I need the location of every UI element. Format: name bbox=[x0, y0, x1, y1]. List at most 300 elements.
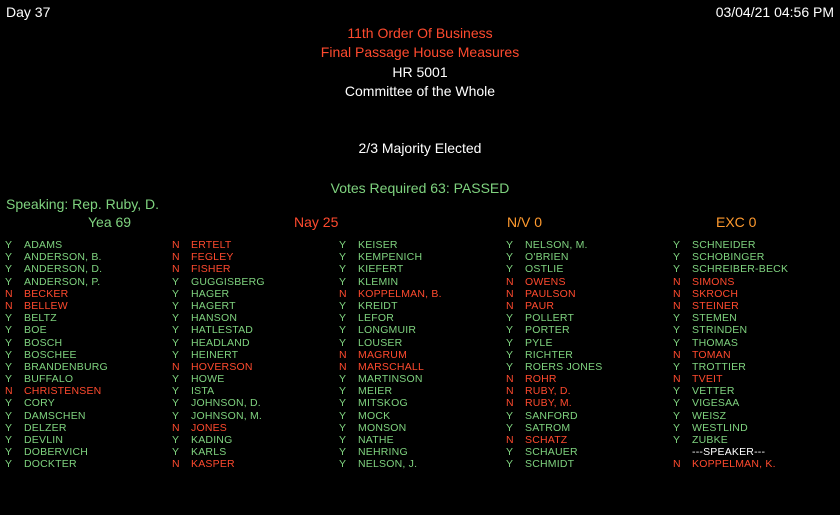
roll-call-row bbox=[339, 446, 442, 458]
roll-column-5 bbox=[673, 239, 788, 471]
roll-column-1 bbox=[5, 239, 108, 471]
member-name: KREIDT bbox=[358, 299, 398, 312]
vote-mark: N bbox=[339, 360, 347, 373]
roll-call-row bbox=[673, 276, 788, 288]
member-name: RUBY, D. bbox=[525, 385, 571, 398]
member-name: SCHMIDT bbox=[525, 458, 575, 471]
vote-mark: Y bbox=[172, 287, 180, 300]
member-name: KEISER bbox=[358, 239, 398, 251]
roll-call-row bbox=[5, 312, 108, 324]
roll-call-row bbox=[506, 410, 602, 422]
roll-call-row bbox=[5, 288, 108, 300]
roll-call-row bbox=[506, 239, 602, 251]
vote-mark: Y bbox=[5, 434, 13, 446]
vote-mark: N bbox=[506, 385, 514, 398]
member-name: SANFORD bbox=[525, 409, 578, 422]
votes-required bbox=[0, 180, 840, 196]
roll-call-row bbox=[5, 349, 108, 361]
vote-mark: Y bbox=[673, 324, 681, 337]
majority-type: 2/3 Majority Elected bbox=[358, 140, 482, 156]
member-name: TROTTIER bbox=[692, 360, 747, 373]
vote-mark: Y bbox=[172, 348, 180, 361]
vote-mark: Y bbox=[506, 348, 514, 361]
member-name: DOBERVICH bbox=[24, 446, 89, 459]
vote-mark: Y bbox=[506, 360, 514, 373]
roll-call-row bbox=[5, 385, 108, 397]
member-name: ROHR bbox=[525, 373, 557, 386]
member-name: BECKER bbox=[24, 287, 69, 300]
roll-call-row bbox=[339, 312, 442, 324]
roll-call-row bbox=[506, 434, 602, 446]
member-name: ANDERSON, P. bbox=[24, 275, 101, 288]
member-name: GUGGISBERG bbox=[191, 275, 265, 288]
roll-call-row bbox=[339, 239, 442, 251]
vote-mark: Y bbox=[673, 409, 681, 422]
member-name: BUFFALO bbox=[24, 373, 74, 386]
vote-mark: Y bbox=[339, 324, 347, 337]
roll-call-row bbox=[506, 385, 602, 397]
member-name: KASPER bbox=[191, 458, 235, 471]
vote-mark: N bbox=[506, 397, 514, 410]
vote-mark: N bbox=[506, 434, 514, 446]
vote-mark: Y bbox=[5, 263, 13, 276]
roll-call-row bbox=[339, 288, 442, 300]
member-name: MEIER bbox=[358, 385, 393, 398]
roll-call-row bbox=[673, 361, 788, 373]
vote-mark: Y bbox=[673, 263, 681, 276]
member-name: MONSON bbox=[358, 421, 407, 434]
vote-mark: N bbox=[172, 458, 180, 471]
vote-mark: Y bbox=[339, 397, 347, 410]
vote-mark: Y bbox=[339, 239, 347, 251]
vote-mark: N bbox=[673, 458, 681, 471]
member-name: PYLE bbox=[525, 336, 553, 349]
order-of-business: 11th Order Of Business bbox=[347, 25, 493, 41]
member-name: JOHNSON, D. bbox=[191, 397, 261, 410]
vote-mark: Y bbox=[5, 348, 13, 361]
vote-mark: Y bbox=[172, 446, 180, 459]
member-name: VETTER bbox=[692, 385, 735, 398]
member-name: PAUR bbox=[525, 299, 555, 312]
roll-call-row bbox=[172, 337, 265, 349]
roll-call-row bbox=[673, 422, 788, 434]
roll-call-row bbox=[172, 263, 265, 275]
member-name: KOPPELMAN, K. bbox=[692, 458, 776, 471]
roll-call-row bbox=[172, 397, 265, 409]
roll-call-row bbox=[5, 458, 108, 470]
vote-mark: N bbox=[339, 348, 347, 361]
roll-call-row bbox=[673, 312, 788, 324]
member-name: WESTLIND bbox=[692, 421, 748, 434]
member-name: ISTA bbox=[191, 385, 215, 398]
member-name: SCHAUER bbox=[525, 446, 578, 459]
member-name: SCHOBINGER bbox=[692, 251, 765, 264]
roll-call-row bbox=[673, 337, 788, 349]
roll-call-row bbox=[506, 458, 602, 470]
vote-mark: Y bbox=[172, 434, 180, 446]
roll-column-3 bbox=[339, 239, 442, 471]
roll-call-row bbox=[172, 276, 265, 288]
member-name: BELTZ bbox=[24, 312, 57, 325]
member-name: MOCK bbox=[358, 409, 391, 422]
vote-mark: Y bbox=[172, 385, 180, 398]
member-name: JONES bbox=[191, 421, 228, 434]
roll-call-row bbox=[5, 434, 108, 446]
member-name: O'BRIEN bbox=[525, 251, 569, 264]
vote-mark: Y bbox=[5, 360, 13, 373]
vote-mark: Y bbox=[339, 251, 347, 264]
roll-call-row bbox=[506, 349, 602, 361]
member-name: HOWE bbox=[191, 373, 225, 386]
member-name: RUBY, M. bbox=[525, 397, 572, 410]
roll-call-row bbox=[506, 300, 602, 312]
member-name: ZUBKE bbox=[692, 434, 729, 446]
member-name: NATHE bbox=[358, 434, 394, 446]
roll-call-row bbox=[172, 410, 265, 422]
vote-mark: Y bbox=[5, 397, 13, 410]
roll-call-row bbox=[506, 288, 602, 300]
member-name: BELLEW bbox=[24, 299, 68, 312]
roll-call-row bbox=[339, 422, 442, 434]
roll-call-row bbox=[673, 385, 788, 397]
roll-call-row bbox=[506, 446, 602, 458]
member-name: LOUSER bbox=[358, 336, 403, 349]
roll-call-row bbox=[5, 239, 108, 251]
vote-mark: N bbox=[339, 287, 347, 300]
roll-call-row bbox=[172, 300, 265, 312]
vote-mark: Y bbox=[673, 421, 681, 434]
member-name: SATROM bbox=[525, 421, 571, 434]
member-name: STEINER bbox=[692, 299, 739, 312]
vote-mark: Y bbox=[339, 312, 347, 325]
vote-mark: Y bbox=[673, 251, 681, 264]
member-name: DELZER bbox=[24, 421, 67, 434]
roll-call-row bbox=[5, 397, 108, 409]
roll-call-row bbox=[172, 434, 265, 446]
roll-call-row bbox=[339, 361, 442, 373]
excused-total: EXC 0 bbox=[716, 214, 757, 230]
vote-mark: N bbox=[172, 251, 180, 264]
member-name: MARTINSON bbox=[358, 373, 423, 386]
roll-call-row bbox=[339, 434, 442, 446]
member-name: VIGESAA bbox=[692, 397, 740, 410]
member-name: FISHER bbox=[191, 263, 231, 276]
roll-call-row bbox=[339, 300, 442, 312]
vote-mark: Y bbox=[339, 421, 347, 434]
yea-total: Yea 69 bbox=[88, 214, 132, 230]
roll-call-row bbox=[673, 251, 788, 263]
vote-mark: Y bbox=[172, 409, 180, 422]
roll-call-row bbox=[172, 288, 265, 300]
vote-mark: N bbox=[673, 275, 681, 288]
roll-column-4 bbox=[506, 239, 602, 471]
roll-call-row bbox=[339, 337, 442, 349]
vote-mark: Y bbox=[673, 239, 681, 251]
roll-call-row bbox=[172, 446, 265, 458]
member-name: KADING bbox=[191, 434, 233, 446]
roll-call-row bbox=[673, 397, 788, 409]
roll-call-row bbox=[339, 324, 442, 336]
vote-mark: Y bbox=[339, 409, 347, 422]
roll-call-row bbox=[673, 263, 788, 275]
roll-call-row bbox=[5, 337, 108, 349]
member-name: TVEIT bbox=[692, 373, 723, 386]
roll-call-row bbox=[172, 312, 265, 324]
vote-mark: Y bbox=[673, 434, 681, 446]
vote-mark: Y bbox=[339, 385, 347, 398]
roll-call-row bbox=[506, 337, 602, 349]
member-name: SCHATZ bbox=[525, 434, 568, 446]
vote-mark: N bbox=[506, 373, 514, 386]
vote-mark: Y bbox=[673, 360, 681, 373]
member-name: KARLS bbox=[191, 446, 227, 459]
member-name: DEVLIN bbox=[24, 434, 64, 446]
vote-mark: Y bbox=[5, 458, 13, 471]
member-name: STRINDEN bbox=[692, 324, 748, 337]
vote-mark: N bbox=[172, 239, 180, 251]
vote-mark: Y bbox=[172, 275, 180, 288]
member-name: ROERS JONES bbox=[525, 360, 603, 373]
roll-call-row bbox=[339, 385, 442, 397]
member-name: HOVERSON bbox=[191, 360, 253, 373]
roll-call-row bbox=[339, 458, 442, 470]
member-name: KEMPENICH bbox=[358, 251, 423, 264]
member-name: JOHNSON, M. bbox=[191, 409, 263, 422]
member-name: KIEFERT bbox=[358, 263, 404, 276]
not-voting-total: N/V 0 bbox=[507, 214, 543, 230]
timestamp: 03/04/21 04:56 PM bbox=[715, 4, 834, 20]
vote-mark: Y bbox=[339, 446, 347, 459]
member-name: STEMEN bbox=[692, 312, 737, 325]
vote-mark: Y bbox=[339, 275, 347, 288]
vote-mark: N bbox=[673, 348, 681, 361]
vote-mark: N bbox=[673, 373, 681, 386]
roll-call-row bbox=[172, 385, 265, 397]
roll-call-row bbox=[172, 349, 265, 361]
vote-mark: Y bbox=[172, 336, 180, 349]
member-name: NEHRING bbox=[358, 446, 408, 459]
roll-call-row bbox=[5, 422, 108, 434]
member-name: ERTELT bbox=[191, 239, 232, 251]
roll-call-row bbox=[506, 276, 602, 288]
member-name: POLLERT bbox=[525, 312, 575, 325]
member-name: TOMAN bbox=[692, 348, 731, 361]
roll-call-row bbox=[506, 373, 602, 385]
roll-call-row bbox=[172, 324, 265, 336]
vote-mark: Y bbox=[506, 458, 514, 471]
roll-call-row bbox=[673, 434, 788, 446]
vote-mark: N bbox=[5, 385, 13, 398]
roll-call-row bbox=[673, 288, 788, 300]
vote-mark: Y bbox=[5, 275, 13, 288]
vote-mark: Y bbox=[5, 421, 13, 434]
roll-call-row bbox=[506, 263, 602, 275]
member-name: THOMAS bbox=[692, 336, 739, 349]
vote-mark: N bbox=[506, 299, 514, 312]
member-name: CORY bbox=[24, 397, 55, 410]
member-name: ANDERSON, D. bbox=[24, 263, 103, 276]
roll-call-row bbox=[5, 324, 108, 336]
vote-mark: Y bbox=[5, 324, 13, 337]
vote-mark: Y bbox=[673, 385, 681, 398]
vote-mark: Y bbox=[5, 336, 13, 349]
member-name: PORTER bbox=[525, 324, 570, 337]
roll-call-row bbox=[506, 324, 602, 336]
member-name: DOCKTER bbox=[24, 458, 77, 471]
measure-type: Final Passage House Measures bbox=[320, 44, 520, 60]
roll-call-row bbox=[673, 300, 788, 312]
vote-mark: N bbox=[506, 275, 514, 288]
roll-call-row bbox=[673, 410, 788, 422]
vote-mark: Y bbox=[506, 251, 514, 264]
member-name: WEISZ bbox=[692, 409, 727, 422]
roll-call-row bbox=[5, 373, 108, 385]
member-name: HAGER bbox=[191, 287, 230, 300]
member-name: MITSKOG bbox=[358, 397, 408, 410]
member-name: OSTLIE bbox=[525, 263, 564, 276]
roll-column-2 bbox=[172, 239, 265, 471]
vote-mark: Y bbox=[339, 458, 347, 471]
vote-mark: Y bbox=[506, 324, 514, 337]
vote-mark: Y bbox=[5, 239, 13, 251]
roll-call-row bbox=[673, 458, 788, 470]
roll-call-row bbox=[172, 239, 265, 251]
member-name: BOSCH bbox=[24, 336, 63, 349]
vote-mark: Y bbox=[5, 373, 13, 386]
roll-call-row bbox=[339, 276, 442, 288]
vote-mark: Y bbox=[506, 312, 514, 325]
vote-mark: Y bbox=[5, 251, 13, 264]
roll-call-row bbox=[339, 373, 442, 385]
vote-mark: Y bbox=[339, 336, 347, 349]
vote-mark: Y bbox=[673, 336, 681, 349]
member-name: OWENS bbox=[525, 275, 566, 288]
vote-mark: N bbox=[5, 299, 13, 312]
roll-call-row bbox=[673, 239, 788, 251]
vote-mark: Y bbox=[506, 446, 514, 459]
vote-mark: N bbox=[5, 287, 13, 300]
bill-number: HR 5001 bbox=[392, 64, 448, 80]
roll-call-row bbox=[339, 410, 442, 422]
roll-call-row bbox=[5, 300, 108, 312]
vote-mark: Y bbox=[506, 409, 514, 422]
vote-mark: Y bbox=[172, 397, 180, 410]
vote-mark: Y bbox=[506, 421, 514, 434]
vote-mark: Y bbox=[172, 312, 180, 325]
vote-mark: Y bbox=[339, 263, 347, 276]
roll-call-row bbox=[172, 422, 265, 434]
vote-mark: N bbox=[673, 299, 681, 312]
roll-call-row bbox=[339, 251, 442, 263]
member-name: HANSON bbox=[191, 312, 238, 325]
member-name: HEINERT bbox=[191, 348, 239, 361]
vote-mark: Y bbox=[506, 336, 514, 349]
roll-call-row bbox=[506, 361, 602, 373]
vote-mark: Y bbox=[5, 446, 13, 459]
roll-call-row bbox=[339, 349, 442, 361]
member-name: FEGLEY bbox=[191, 251, 234, 264]
vote-result: PASSED bbox=[453, 180, 510, 196]
member-name: BOSCHEE bbox=[24, 348, 77, 361]
member-name: HEADLAND bbox=[191, 336, 250, 349]
member-name: HATLESTAD bbox=[191, 324, 254, 337]
member-name: KLEMIN bbox=[358, 275, 399, 288]
roll-call-row bbox=[5, 276, 108, 288]
votes-required-label: Votes Required 63: bbox=[330, 180, 450, 196]
committee: Committee of the Whole bbox=[344, 83, 496, 99]
member-name: SCHNEIDER bbox=[692, 239, 756, 251]
vote-mark: Y bbox=[339, 299, 347, 312]
roll-call-row bbox=[506, 312, 602, 324]
roll-call-row bbox=[172, 373, 265, 385]
vote-mark: Y bbox=[673, 312, 681, 325]
vote-mark: Y bbox=[506, 239, 514, 251]
member-name: ANDERSON, B. bbox=[24, 251, 102, 264]
roll-call-row bbox=[5, 361, 108, 373]
member-name: HAGERT bbox=[191, 299, 236, 312]
member-name: SIMONS bbox=[692, 275, 735, 288]
member-name: NELSON, M. bbox=[525, 239, 588, 251]
roll-call-row bbox=[673, 349, 788, 361]
roll-call-row bbox=[172, 251, 265, 263]
speaker-divider: ---SPEAKER--- bbox=[692, 446, 766, 459]
roll-call-row bbox=[172, 458, 265, 470]
member-name: ADAMS bbox=[24, 239, 63, 251]
vote-mark: Y bbox=[172, 299, 180, 312]
member-name: NELSON, J. bbox=[358, 458, 418, 471]
vote-mark: Y bbox=[172, 373, 180, 386]
vote-mark: Y bbox=[339, 434, 347, 446]
vote-mark: Y bbox=[5, 312, 13, 325]
member-name: PAULSON bbox=[525, 287, 576, 300]
roll-call-row bbox=[339, 263, 442, 275]
member-name: CHRISTENSEN bbox=[24, 385, 102, 398]
vote-mark: Y bbox=[5, 409, 13, 422]
vote-mark: N bbox=[172, 360, 180, 373]
roll-call-row bbox=[673, 324, 788, 336]
roll-call-row bbox=[5, 446, 108, 458]
nay-total: Nay 25 bbox=[294, 214, 339, 230]
roll-call-row bbox=[673, 373, 788, 385]
vote-mark: Y bbox=[339, 373, 347, 386]
member-name: DAMSCHEN bbox=[24, 409, 86, 422]
current-speaker: Speaking: Rep. Ruby, D. bbox=[6, 196, 160, 212]
vote-mark: N bbox=[172, 263, 180, 276]
vote-mark: N bbox=[506, 287, 514, 300]
roll-call-row bbox=[5, 263, 108, 275]
roll-call-row bbox=[673, 446, 788, 458]
roll-call-row bbox=[5, 251, 108, 263]
roll-call-row bbox=[172, 361, 265, 373]
vote-mark: Y bbox=[172, 324, 180, 337]
roll-call-row bbox=[339, 397, 442, 409]
member-name: SCHREIBER-BECK bbox=[692, 263, 789, 276]
member-name: BOE bbox=[24, 324, 47, 337]
member-name: LEFOR bbox=[358, 312, 395, 325]
member-name: KOPPELMAN, B. bbox=[358, 287, 442, 300]
member-name: MARSCHALL bbox=[358, 360, 424, 373]
roll-call-row bbox=[5, 410, 108, 422]
member-name: BRANDENBURG bbox=[24, 360, 108, 373]
vote-mark: N bbox=[673, 287, 681, 300]
roll-call-row bbox=[506, 422, 602, 434]
roll-call-row bbox=[506, 251, 602, 263]
member-name: MAGRUM bbox=[358, 348, 408, 361]
member-name: RICHTER bbox=[525, 348, 574, 361]
member-name: SKROCH bbox=[692, 287, 739, 300]
vote-mark: N bbox=[172, 421, 180, 434]
vote-mark: Y bbox=[506, 263, 514, 276]
